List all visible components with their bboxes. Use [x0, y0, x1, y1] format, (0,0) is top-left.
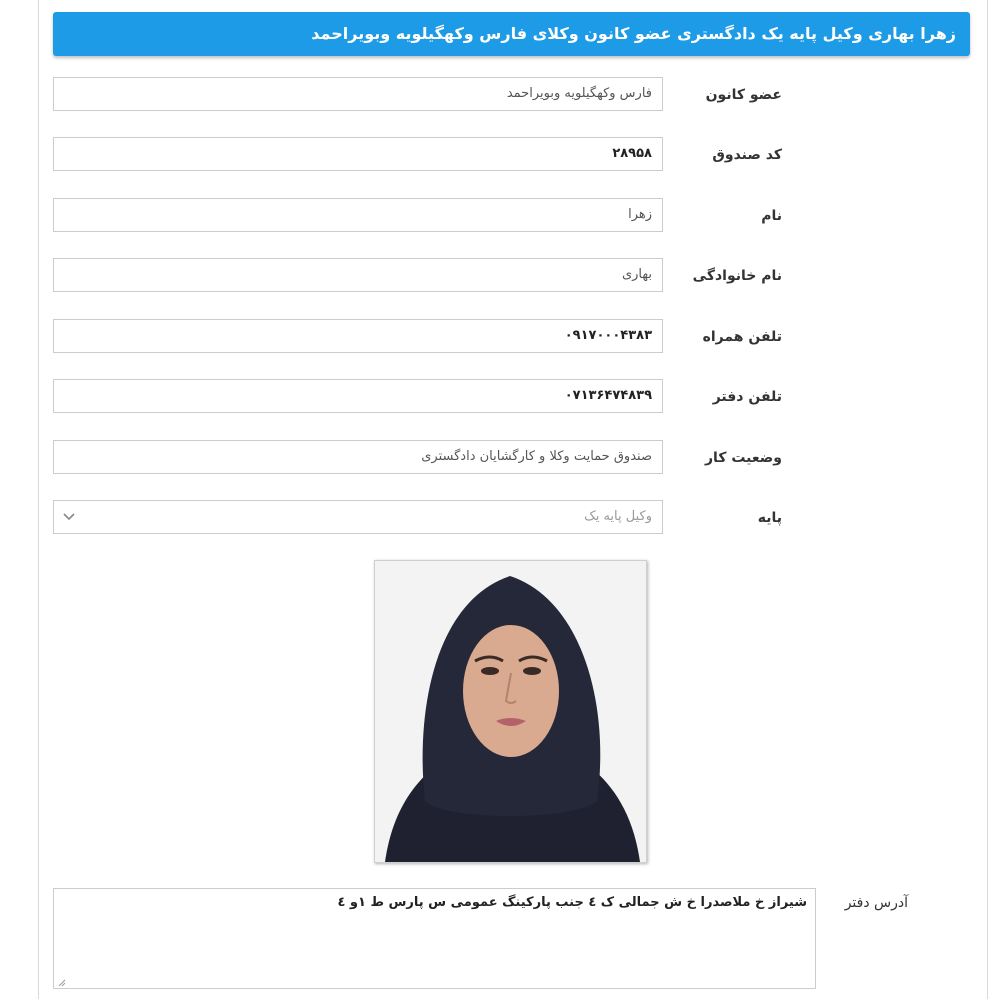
work-status-field[interactable]: صندوق حمایت وکلا و کارگشایان دادگستری	[53, 440, 663, 474]
last-name-label: نام خانوادگی	[692, 268, 782, 284]
first-name-label: نام	[761, 208, 782, 224]
last-name-field[interactable]: بهاری	[53, 258, 663, 292]
profile-photo-icon	[375, 561, 646, 862]
work-status-label: وضعیت کار	[705, 450, 782, 466]
office-address-text: شیراز خ ملاصدرا خ ش جمالی ک ٤ جنب پارکینگ عمومی س پارس ط ١و ٤	[337, 895, 807, 910]
page-title: زهرا بهاری وکیل پایه یک دادگستری عضو کانون وکلای فارس وکهگیلویه وبویراحمد	[53, 12, 970, 56]
profile-photo	[374, 560, 647, 863]
mobile-label: تلفن همراه	[702, 329, 782, 345]
resize-handle-icon[interactable]	[56, 976, 66, 986]
fund-code-label: کد صندوق	[712, 147, 782, 163]
mobile-field[interactable]: ۰۹۱۷۰۰۰۴۳۸۳	[53, 319, 663, 353]
bar-member-field[interactable]: فارس وکهگیلویه وبویراحمد	[53, 77, 663, 111]
fund-code-field[interactable]: ۲۸۹۵۸	[53, 137, 663, 171]
rank-label: پایه	[757, 510, 782, 526]
rank-select[interactable]	[53, 500, 663, 534]
office-address-label: آدرس دفتر	[844, 895, 908, 911]
bar-member-label: عضو کانون	[705, 87, 782, 103]
first-name-field[interactable]: زهرا	[53, 198, 663, 232]
office-phone-field[interactable]: ۰۷۱۳۶۴۷۴۸۳۹	[53, 379, 663, 413]
office-phone-label: تلفن دفتر	[712, 389, 782, 405]
rank-selected-value: وکیل پایه یک	[584, 509, 652, 524]
office-address-textarea[interactable]	[53, 888, 816, 989]
chevron-down-icon	[62, 501, 76, 533]
